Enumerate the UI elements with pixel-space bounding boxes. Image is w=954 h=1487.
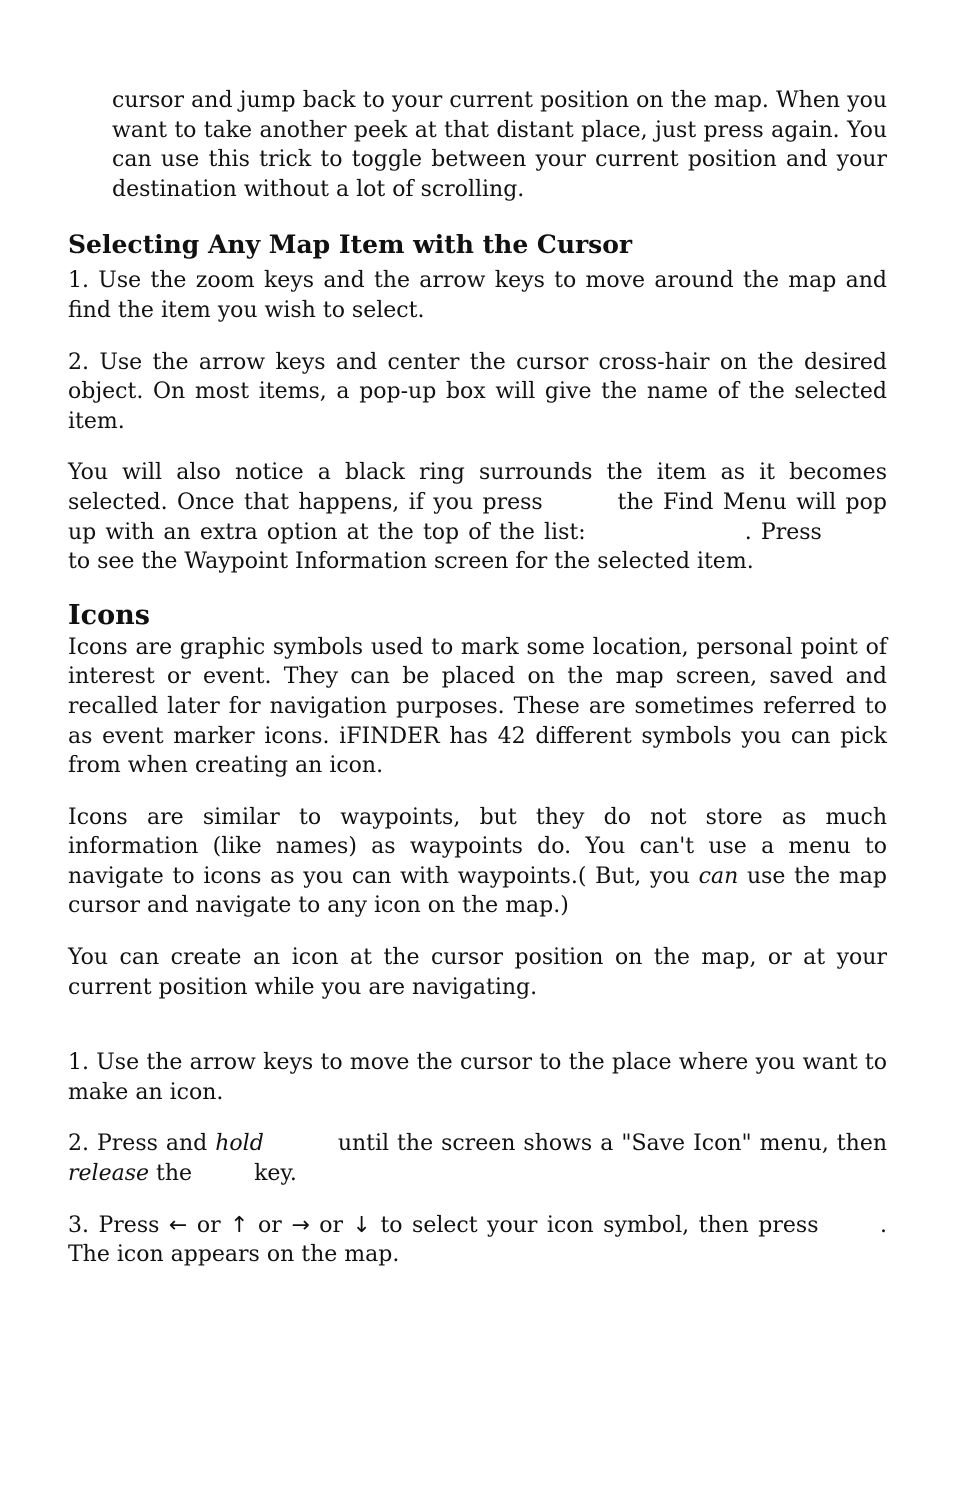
step2-hold: hold xyxy=(215,1131,264,1157)
step3-part-b: to select your icon symbol, then press xyxy=(380,1212,819,1238)
icons-step-3 xyxy=(68,1211,887,1270)
intro-paragraph xyxy=(112,86,887,204)
selecting-step-2: 2. Use the arrow keys and center the cursor cross-hair on the desired object. On most items, a pop-up box will give the name of the selected item. xyxy=(68,349,887,434)
step2-part-a: 2. Press and xyxy=(68,1131,208,1157)
para2-part-a: Icons are similar to waypoints, but they do not store as much information (like names) as waypoints do. You can't use a menu to navigate to icons as you can with waypoints.( But, you xyxy=(68,804,887,889)
arrow-left-icon: ← xyxy=(168,1212,188,1238)
para2-emphasis: can xyxy=(698,863,739,889)
arrow-right-icon: → xyxy=(291,1212,310,1238)
icons-paragraph-3: You can create an icon at the cursor position on the map, or at your current position while you are navigating. xyxy=(68,945,887,1000)
manual-page xyxy=(68,86,887,1270)
icons-step-2 xyxy=(68,1129,887,1188)
note-part-b: the Find Menu will pop up with an extra option at the top of the list: xyxy=(68,489,887,545)
icons-paragraph-2 xyxy=(68,803,887,921)
step3-part-c: . The icon appears on the map. xyxy=(68,1212,887,1268)
intro-text: cursor and jump back to your current position on the map. When you want to take another peek at that distant place, just press again. You can use this trick to toggle between your current position and your destination without a lot of scrolling. xyxy=(112,88,887,202)
selecting-step-1: 1. Use the zoom keys and the arrow keys to move around the map and find the item you wish to select. xyxy=(68,268,887,323)
step2-part-b: until the screen shows a "Save Icon" menu, then xyxy=(337,1131,888,1157)
section-heading-icons: Icons xyxy=(68,599,150,631)
step2-part-c: the xyxy=(156,1161,193,1187)
note-part-c: . Press xyxy=(744,519,822,545)
icons-step-1: 1. Use the arrow keys to move the cursor to the place where you want to make an icon. xyxy=(68,1050,887,1105)
arrow-down-icon: ↓ xyxy=(352,1212,371,1238)
arrow-up-icon: ↑ xyxy=(230,1212,249,1238)
step2-part-d: key. xyxy=(254,1161,297,1187)
or-text: or xyxy=(196,1212,221,1238)
step2-release: release xyxy=(68,1161,150,1187)
icons-paragraph-1: Icons are graphic symbols used to mark some location, personal point of interest or event. They can be placed on the map screen, saved and recalled later for navigation purposes. These are sometimes referred to as event marker icons. iFINDER has 42 different symbols you can pick from when creating an icon. xyxy=(68,634,887,779)
step3-part-a: 3. Press xyxy=(68,1212,160,1238)
selecting-note-paragraph xyxy=(68,458,887,576)
section-heading-selecting: Selecting Any Map Item with the Cursor xyxy=(68,230,633,260)
note-part-d: to see the Waypoint Information screen for the selected item. xyxy=(68,549,754,575)
or-text: or xyxy=(319,1212,344,1238)
or-text: or xyxy=(258,1212,282,1238)
para2-part-b: use the map cursor and navigate to any icon on the map.) xyxy=(68,863,887,919)
note-part-a: You will also notice a black ring surrounds the item as it becomes selected. Once that happens, if you press xyxy=(68,460,887,515)
